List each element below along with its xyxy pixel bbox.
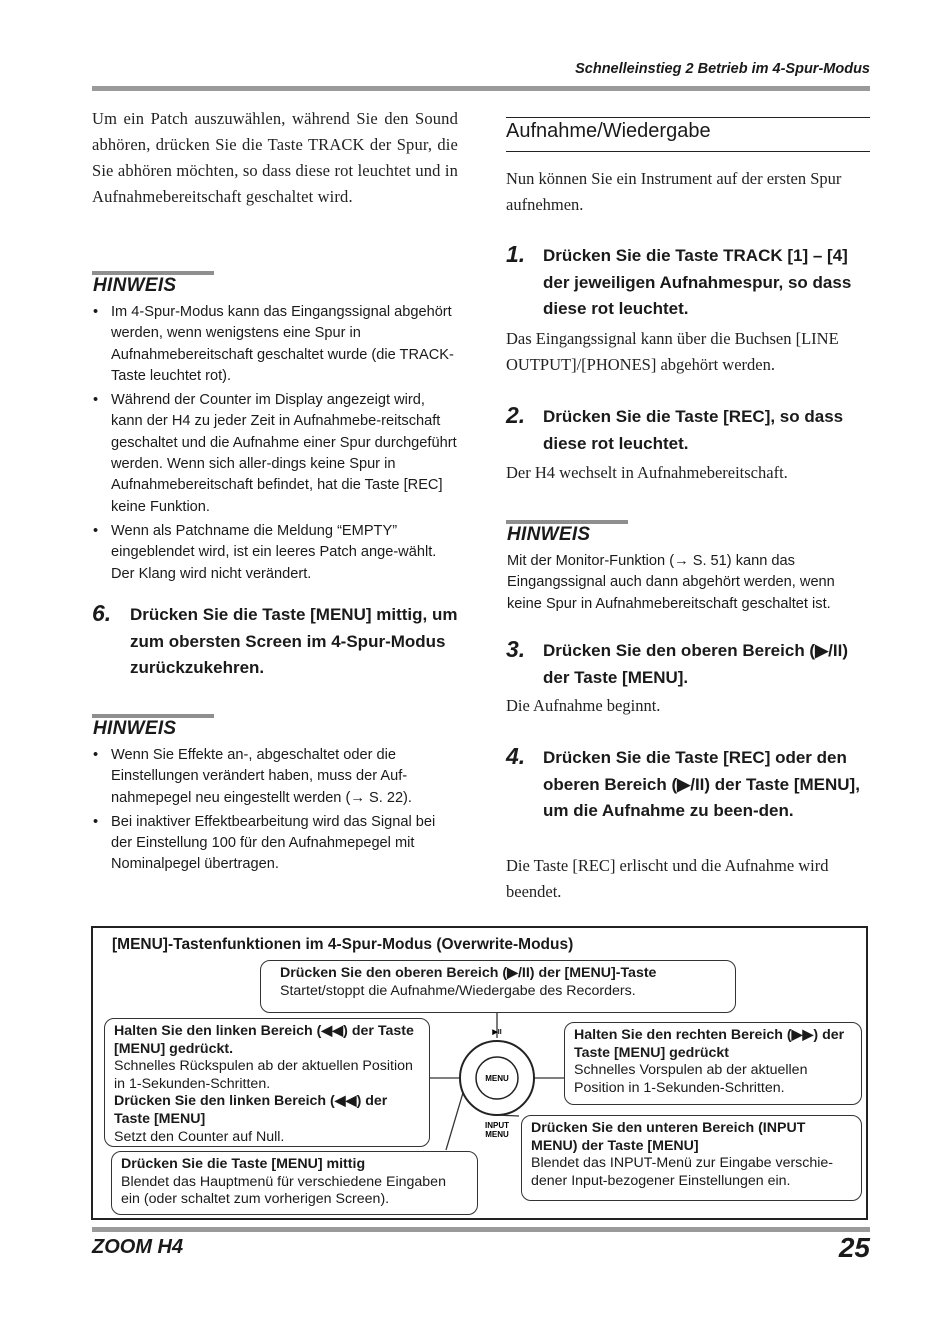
header-rule <box>92 86 870 91</box>
hinweis-title: HINWEIS <box>93 718 177 739</box>
bubble-left-title-2: Drücken Sie den linken Bereich (◀◀) der Taste [MENU] <box>114 1093 388 1127</box>
step-body: Der H4 wechselt in Aufnahmebereitschaft. <box>506 463 788 482</box>
section-rule-top <box>506 117 870 118</box>
bubble-top-title: Drücken Sie den oberen Bereich (▶/II) der [MENU]-Taste <box>280 965 657 981</box>
hinweis-item: • Im 4-Spur-Modus kann das Eingangssignal abgehört werden, wenn wenigstens eine Spur in Aufnahmebereitschaft geschaltet wurde (die TRACK-Taste leuchtet rot). <box>93 302 459 387</box>
page-number: 25 <box>838 1232 870 1263</box>
footer-product: ZOOM H4 <box>92 1236 184 1258</box>
bubble-bottom-title: Drücken Sie den unteren Bereich (INPUT MENU) der Taste [MENU] <box>531 1120 806 1154</box>
bubble-bottom-text: Blendet das INPUT-Menü zur Eingabe verschie-dener Input-bezogener Einstellungen ein. <box>531 1155 834 1189</box>
button-bottom-label-2: MENU <box>485 1130 509 1139</box>
bubble-top-text: Startet/stoppt die Aufnahme/Wiedergabe des Recorders. <box>280 982 636 999</box>
step-number: 1. <box>506 241 526 267</box>
button-bottom-label-1: INPUT <box>485 1121 509 1130</box>
hinweis-title: HINWEIS <box>507 524 591 545</box>
step-number: 2. <box>506 402 526 428</box>
section-title: Aufnahme/Wiedergabe <box>506 120 711 142</box>
diagram-title: [MENU]-Tastenfunktionen im 4-Spur-Modus (Overwrite-Modus) <box>112 936 574 953</box>
bubble-bottom <box>521 1115 862 1201</box>
button-center-label: MENU <box>485 1074 509 1083</box>
hinweis-item: • Während der Counter im Display angezeigt wird, kann der H4 zu jeder Zeit in Aufnahmebe-reitschaft geschaltet und die Aufnahme einer Spur durchgeführt werden. Wenn sich aller-dings keine Spur in Aufnahmebereitschaft befindet, hat die Taste [REC] keine Funktion. <box>93 390 459 518</box>
step-number: 3. <box>506 636 526 662</box>
left-intro: Um ein Patch auszuwählen, während Sie den Sound abhören, drücken Sie die Taste TRACK der Spur, die Sie abhören möchten, so dass diese rot leuchtet und in Aufnahmebereitschaft geschaltet wird. <box>92 109 458 206</box>
hinweis-list <box>93 745 459 879</box>
bubble-left-text-2: Setzt den Counter auf Null. <box>114 1128 285 1145</box>
hinweis-item: • Wenn als Patchname die Meldung “EMPTY” eingeblendet wird, ist ein leeres Patch ange-wählt. Der Klang wird nicht verändert. <box>93 521 459 585</box>
hinweis-text: Mit der Monitor-Funktion (→ S. 51) kann das Eingangssignal auch dann abgehört werden, wenn keine Spur in Aufnahmebereitschaft geschaltet ist. <box>507 553 835 612</box>
step-text: Drücken Sie den oberen Bereich (▶/II) der Taste [MENU]. <box>543 641 848 687</box>
step-body: Das Eingangssignal kann über die Buchsen [LINE OUTPUT]/[PHONES] abgehört werden. <box>506 329 839 374</box>
bubble-center-title: Drücken Sie die Taste [MENU] mittig <box>121 1156 366 1172</box>
hinweis-item: • Wenn Sie Effekte an-, abgeschaltet oder die Einstellungen verändert haben, muss der Auf-nahmepegel neu eingestellt werden (→ S. 22). <box>93 745 459 809</box>
bubble-left-text-1: Schnelles Rückspulen ab der aktuellen Position in 1-Sekunden-Schritten. <box>114 1058 413 1092</box>
bubble-top <box>260 960 736 1013</box>
step-text: Drücken Sie die Taste TRACK [1] – [4] der jeweiligen Aufnahmespur, so dass diese rot leuchtet. <box>543 246 852 318</box>
footer-rule <box>92 1227 870 1232</box>
bubble-right-title: Halten Sie den rechten Bereich (▶▶) der Taste [MENU] gedrückt <box>574 1027 845 1061</box>
bubble-left <box>104 1018 430 1147</box>
step-number: 4. <box>506 743 526 769</box>
right-intro: Nun können Sie ein Instrument auf der ersten Spur aufnehmen. <box>506 169 842 214</box>
step-body: Die Taste [REC] erlischt und die Aufnahme wird beendet. <box>506 856 829 901</box>
step-body: Die Aufnahme beginnt. <box>506 696 661 715</box>
bubble-center-text: Blendet das Hauptmenü für verschiedene Eingaben ein (oder schaltet zum vorherigen Screen). <box>121 1173 446 1208</box>
hinweis-list <box>93 302 459 588</box>
hinweis-title: HINWEIS <box>93 275 177 296</box>
bubble-left-title-1: Halten Sie den linken Bereich (◀◀) der Taste [MENU] gedrückt. <box>114 1023 414 1057</box>
section-rule-bottom <box>506 151 870 152</box>
bubble-right <box>564 1022 862 1105</box>
running-title: Schnelleinstieg 2 Betrieb im 4-Spur-Modus <box>575 61 870 77</box>
step-text: Drücken Sie die Taste [MENU] mittig, um zum obersten Screen im 4-Spur-Modus zurückzukehren. <box>130 605 458 677</box>
hinweis-item: • Bei inaktiver Effektbearbeitung wird das Signal bei der Einstellung 100 für den Aufnahmepegel mit Nominalpegel übertragen. <box>93 812 459 876</box>
step-text: Drücken Sie die Taste [REC], so dass diese rot leuchtet. <box>543 407 844 453</box>
bubble-right-text: Schnelles Vorspulen ab der aktuellen Position in 1-Sekunden-Schritten. <box>574 1062 808 1096</box>
step-text: Drücken Sie die Taste [REC] oder den oberen Bereich (▶/II) der Taste [MENU], um die Aufnahme zu been-den. <box>543 748 860 820</box>
button-top-label: ▶II <box>492 1029 502 1036</box>
bubble-center <box>111 1151 478 1215</box>
connector-center <box>446 1086 465 1150</box>
step-number: 6. <box>92 600 112 626</box>
